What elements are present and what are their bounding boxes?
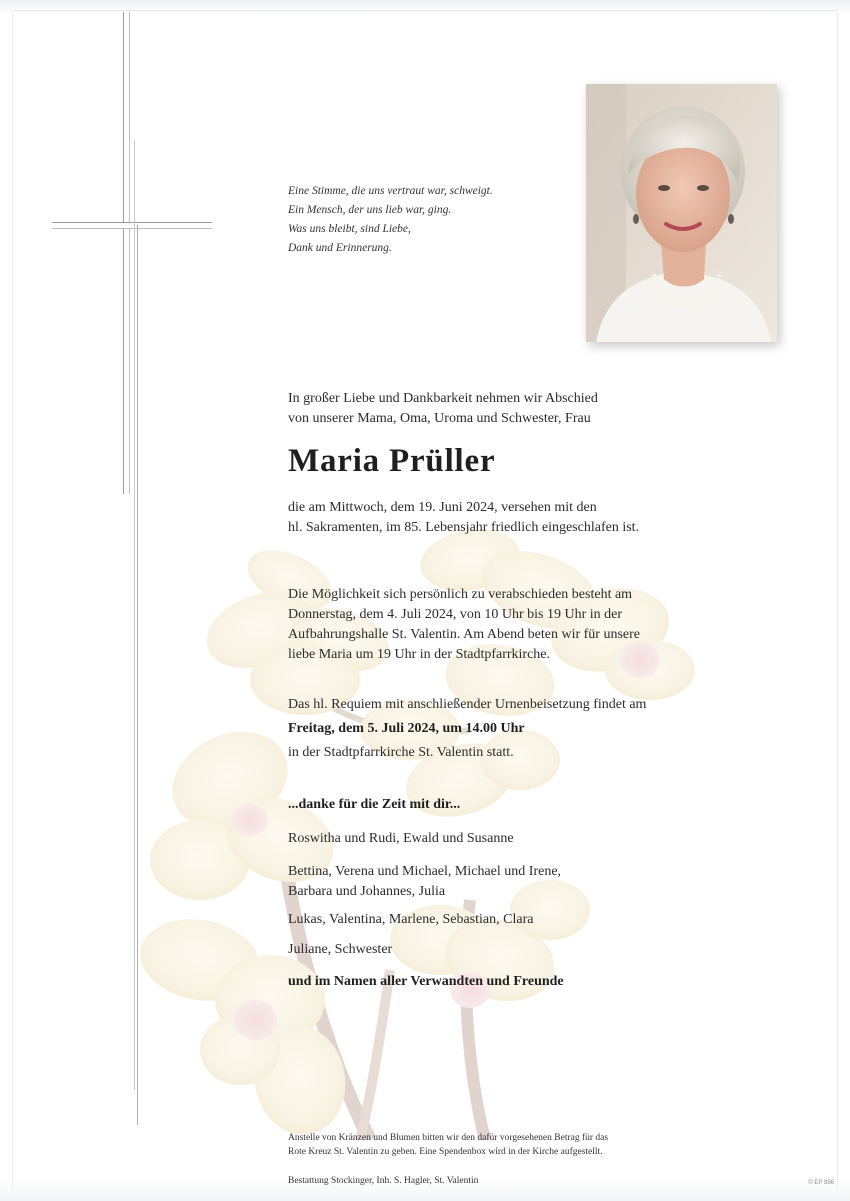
farewell-line: liebe Maria um 19 Uhr in der Stadtpfarrkirche. xyxy=(288,647,551,662)
requiem-info xyxy=(288,695,758,763)
death-notice-line: die am Mittwoch, dem 19. Juni 2024, versehen mit den xyxy=(288,500,597,515)
death-notice-line: hl. Sakramenten, im 85. Lebensjahr friedlich eingeschlafen ist. xyxy=(288,520,640,535)
undertaker-note xyxy=(288,1174,758,1188)
closing-line: und im Namen aller Verwandten und Freunde xyxy=(288,974,564,989)
poem-line: Eine Stimme, die uns vertraut war, schweigt. xyxy=(288,185,493,197)
mourners-group xyxy=(288,910,758,930)
mourners-heading xyxy=(288,795,758,815)
farewell-info xyxy=(288,585,758,665)
portrait-photo xyxy=(586,84,777,342)
mourners-line: Roswitha und Rudi, Ewald und Susanne xyxy=(288,831,514,846)
farewell-line: Donnerstag, dem 4. Juli 2024, von 10 Uhr bis 19 Uhr in der xyxy=(288,607,623,622)
mourners-line: Bettina, Verena und Michael, Michael und Irene, xyxy=(288,864,562,879)
farewell-line: Die Möglichkeit sich persönlich zu verabschieden besteht am xyxy=(288,587,633,602)
poem xyxy=(288,182,548,258)
cross-shadow-line xyxy=(137,225,138,1125)
donation-line: Anstelle von Kränzen und Blumen bitten wir den dafür vorgesehenen Betrag für das xyxy=(288,1133,609,1143)
donation-line: Rote Kreuz St. Valentin zu geben. Eine Spendenbox wird in der Kirche aufgestellt. xyxy=(288,1147,603,1157)
poem-line: Dank und Erinnerung. xyxy=(288,242,392,254)
donation-note xyxy=(288,1131,758,1159)
intro-line: In großer Liebe und Dankbarkeit nehmen wir Abschied xyxy=(288,391,598,406)
page-edge xyxy=(12,10,13,1191)
mourners-line: Lukas, Valentina, Marlene, Sebastian, Clara xyxy=(288,912,534,927)
cross-vertical-line xyxy=(123,12,130,494)
mourners-closing xyxy=(288,972,758,992)
farewell-line: Aufbahrungshalle St. Valentin. Am Abend beten wir für unsere xyxy=(288,627,641,642)
mourners-line: Juliane, Schwester xyxy=(288,942,393,957)
mourners-group xyxy=(288,940,758,960)
requiem-line: in der Stadtpfarrkirche St. Valentin statt. xyxy=(288,745,514,760)
undertaker-line: Bestattung Stockinger, Inh. S. Hagler, St. Valentin xyxy=(288,1176,479,1186)
thanks-heading: ...danke für die Zeit mit dir... xyxy=(288,797,461,812)
intro-text xyxy=(288,389,748,429)
reference-code: © EP 956 xyxy=(808,1180,834,1186)
cross-horizontal-line xyxy=(52,222,212,229)
deceased-name: Maria Prüller xyxy=(288,443,496,479)
requiem-date: Freitag, dem 5. Juli 2024, um 14.00 Uhr xyxy=(288,721,525,736)
poem-line: Was uns bleibt, sind Liebe, xyxy=(288,223,411,235)
intro-line: von unserer Mama, Oma, Uroma und Schwester, Frau xyxy=(288,411,591,426)
death-notice xyxy=(288,498,758,538)
page-edge xyxy=(14,10,836,11)
mourners-group xyxy=(288,862,758,902)
mourners-line: Barbara und Johannes, Julia xyxy=(288,884,446,899)
poem-line: Ein Mensch, der uns lieb war, ging. xyxy=(288,204,452,216)
requiem-line: Das hl. Requiem mit anschließender Urnenbeisetzung findet am xyxy=(288,697,647,712)
mourners-group xyxy=(288,829,758,849)
page-edge xyxy=(837,10,838,1191)
